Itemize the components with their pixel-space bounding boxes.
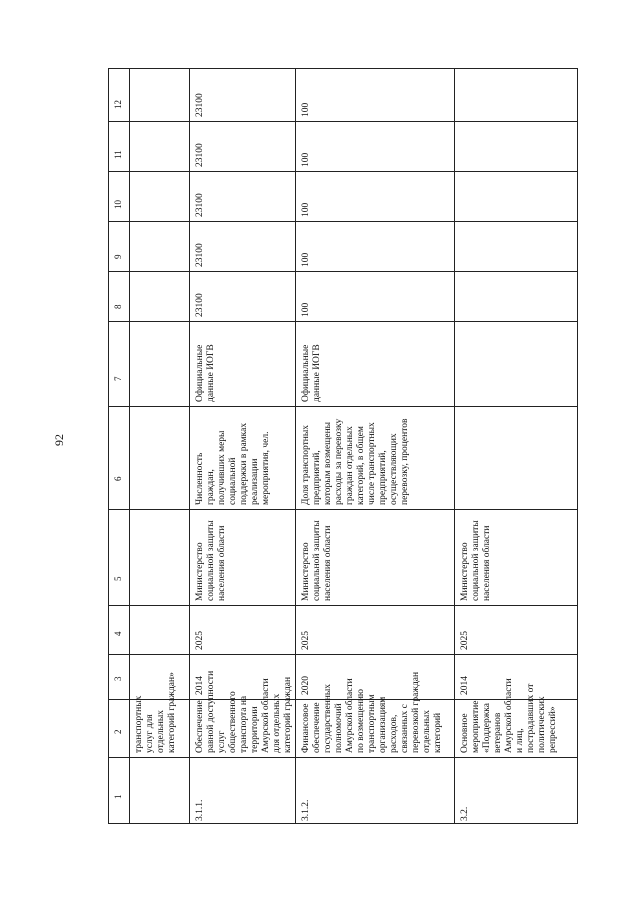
- header-cell-3: 3: [113, 676, 123, 681]
- header-cell-5: 5: [113, 576, 123, 581]
- row1-value-12: 23100: [195, 93, 205, 117]
- row-divider: [295, 69, 296, 823]
- rotated-table: [108, 68, 578, 824]
- row1-source-cell: Официальные данные ИОГВ: [195, 344, 216, 402]
- header-cell-4: 4: [113, 631, 123, 636]
- row3-start-year: 2014: [460, 676, 470, 695]
- header-cell-10: 10: [113, 200, 123, 209]
- row2-value-12: 100: [301, 102, 311, 117]
- row0-name-cell: транспортных услуг для отдельных категорий граждан»: [134, 672, 177, 753]
- row2-name-cell: Финансовое обеспечение государственных полномочий Амурской области по возмещению транспортным организациям расходов, связанных с перевозкой граждан отдельных категорий: [301, 671, 443, 753]
- row2-executor-cell: Министерство социальной защиты населения области: [301, 520, 333, 601]
- row-divider: [189, 69, 190, 823]
- row1-executor-cell: Министерство социальной защиты населения области: [195, 520, 227, 601]
- row1-name-cell: Обеспечение равной доступности услуг общественного транспорта на территории Амурской области для отдельных категорий граждан: [195, 670, 293, 753]
- row3-name-cell: Основное мероприятие «Поддержка ветеранов Амурской области и лиц, пострадавших от политических репрессий»: [460, 678, 558, 753]
- column-divider: [109, 757, 577, 758]
- row2-value-9: 100: [301, 252, 311, 267]
- column-divider: [109, 654, 577, 655]
- row2-value-10: 100: [301, 202, 311, 217]
- column-divider: [109, 221, 577, 222]
- row2-end-year: 2025: [301, 631, 311, 650]
- header-cell-8: 8: [113, 304, 123, 309]
- column-divider: [109, 121, 577, 122]
- row1-number-cell: 3.1.1.: [195, 799, 205, 821]
- header-cell-2: 2: [113, 729, 123, 734]
- column-divider: [109, 171, 577, 172]
- row1-indicator-cell: Численность граждан, получивших меры социальной поддержки в рамках реализации мероприятия, чел.: [195, 422, 271, 505]
- header-cell-12: 12: [113, 100, 123, 109]
- header-cell-11: 11: [113, 150, 123, 159]
- row3-end-year: 2025: [460, 631, 470, 650]
- row1-start-year: 2014: [195, 676, 205, 695]
- column-divider: [109, 271, 577, 272]
- header-cell-6: 6: [113, 476, 123, 481]
- row2-number-cell: 3.1.2.: [301, 799, 311, 821]
- header-cell-9: 9: [113, 254, 123, 259]
- row2-source-cell: Официальные данные ИОГВ: [301, 344, 322, 402]
- column-divider: [109, 321, 577, 322]
- column-divider: [109, 605, 577, 606]
- row-divider: [454, 69, 455, 823]
- row1-value-9: 23100: [195, 243, 205, 267]
- row2-indicator-cell: Доля транспортных предприятий, которым возмещены расходы за перевозку граждан отдельных категорий, в общем числе транспортных предприятий, осуществляющих перевозку, процентов: [301, 418, 410, 505]
- row2-value-8: 100: [301, 302, 311, 317]
- page-number: 92: [52, 434, 66, 446]
- row1-end-year: 2025: [195, 631, 205, 650]
- row1-value-8: 23100: [195, 293, 205, 317]
- row-divider: [129, 69, 130, 823]
- row2-start-year: 2020: [301, 676, 311, 695]
- row3-number-cell: 3.2.: [460, 806, 470, 821]
- row3-executor-cell: Министерство социальной защиты населения области: [460, 520, 492, 601]
- column-divider: [109, 509, 577, 510]
- header-cell-7: 7: [113, 376, 123, 381]
- row1-value-10: 23100: [195, 193, 205, 217]
- column-divider: [109, 406, 577, 407]
- header-cell-1: 1: [113, 794, 123, 799]
- row1-value-11: 23100: [195, 143, 205, 167]
- row2-value-11: 100: [301, 152, 311, 167]
